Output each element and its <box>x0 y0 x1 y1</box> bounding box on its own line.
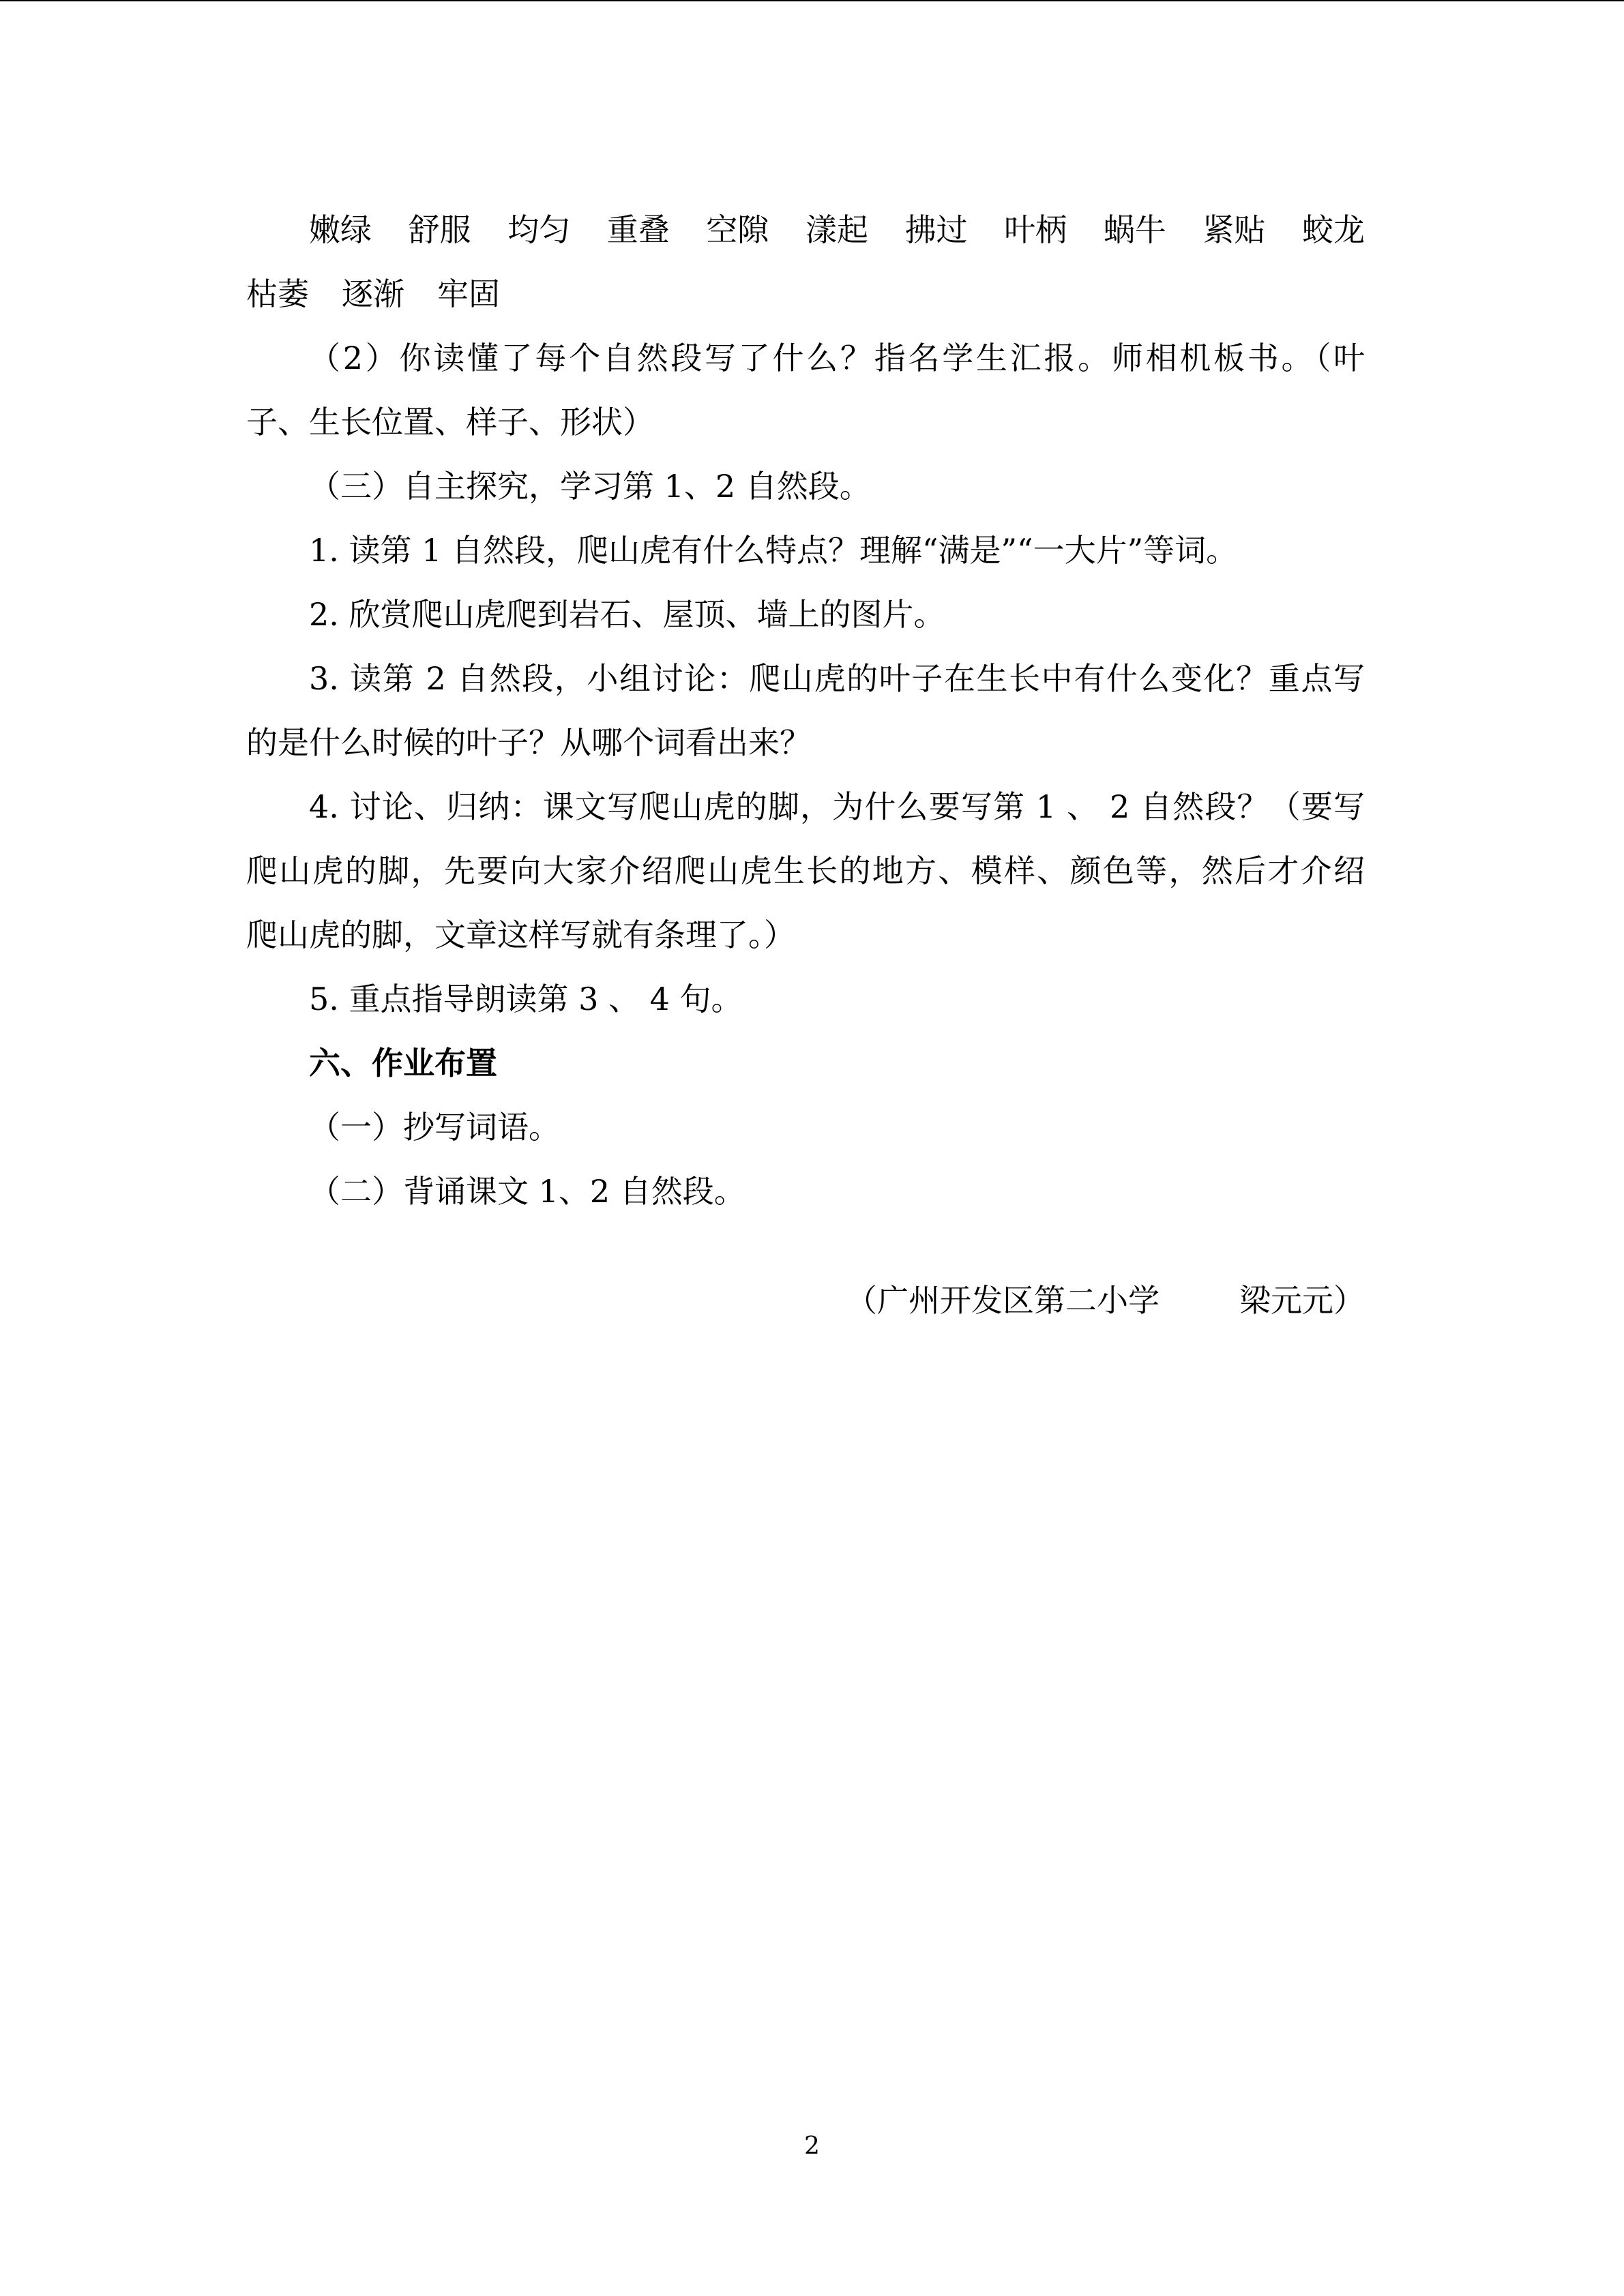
vocab-word: 牢固 <box>437 275 500 312</box>
vocab-word: 紧贴 <box>1202 211 1266 248</box>
vocab-word: 枯萎 <box>246 275 309 312</box>
document-body <box>246 198 1365 1223</box>
page-number: 2 <box>804 2132 820 2160</box>
vocab-word: 叶柄 <box>1004 211 1067 248</box>
item-4-line-1: 4. 讨论、归纳：课文写爬山虎的脚，为什么要写第 1 、 2 自然段？（要写 <box>309 788 1365 825</box>
vocab-word: 逐渐 <box>342 275 404 312</box>
paragraph-2-line-1: （2）你读懂了每个自然段写了什么？指名学生汇报。师相机板书。（叶 <box>309 340 1365 376</box>
item-2: 2. 欣赏爬山虎爬到岩石、屋顶、墙上的图片。 <box>309 596 945 633</box>
item-5: 5. 重点指导朗读第 3 、 4 句。 <box>309 981 743 1017</box>
item-3-line-1: 3. 读第 2 自然段，小组讨论：爬山虎的叶子在生长中有什么变化？重点写 <box>309 660 1365 697</box>
vocabulary-row-2 <box>246 262 1365 326</box>
paragraph-2-line-2: 子、生长位置、样子、形状） <box>246 404 654 441</box>
item-4-line-2: 爬山虎的脚，先要向大家介绍爬山虎生长的地方、模样、颜色等，然后才介绍 <box>246 852 1365 889</box>
section-3-title: （三）自主探究，学习第 1、2 自然段。 <box>309 468 871 505</box>
homework-item-1: （一）抄写词语。 <box>309 1109 560 1146</box>
item-4-line-3: 爬山虎的脚，文章这样写就有条理了。） <box>246 916 795 953</box>
vocab-word: 重叠 <box>606 211 670 248</box>
homework-item-2: （二）背诵课文 1、2 自然段。 <box>309 1173 745 1210</box>
vocab-word: 嫩绿 <box>309 211 372 248</box>
vocab-word: 拂过 <box>904 211 968 248</box>
vocab-word: 空隙 <box>706 211 769 248</box>
item-3-line-2: 的是什么时候的叶子？从哪个词看出来？ <box>246 724 811 761</box>
vocab-word: 蛟龙 <box>1301 211 1365 248</box>
vocab-word: 舒服 <box>408 211 471 248</box>
top-border-line <box>0 0 1624 1</box>
item-1: 1. 读第 1 自然段，爬山虎有什么特点？理解“满是”“一大片”等词。 <box>309 532 1238 569</box>
vocabulary-row-1 <box>246 198 1365 262</box>
vocab-word: 漾起 <box>805 211 868 248</box>
author-signature: （广州开发区第二小学 梁元元） <box>846 1282 1365 1319</box>
vocab-word: 均匀 <box>507 211 571 248</box>
homework-heading: 六、作业布置 <box>309 1045 497 1082</box>
vocab-word: 蜗牛 <box>1103 211 1166 248</box>
